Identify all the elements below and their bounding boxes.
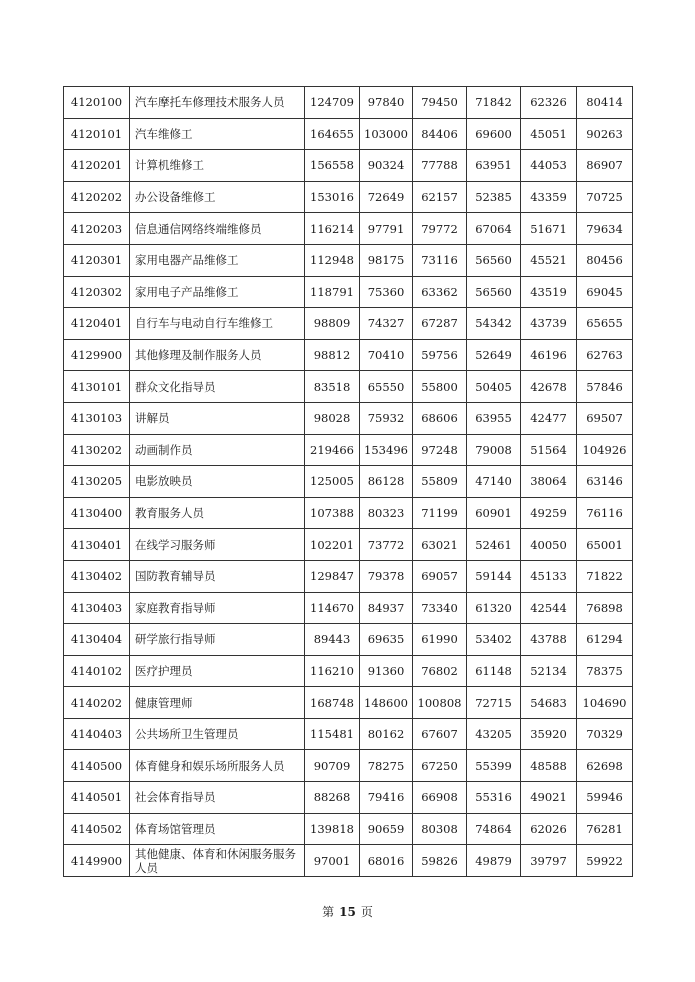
occupation-code-cell: 4130202: [64, 434, 130, 466]
salary-value-cell: 43205: [467, 718, 521, 750]
salary-value-cell: 52385: [467, 181, 521, 213]
occupation-name-cell: 汽车维修工: [130, 118, 305, 150]
occupation-code-cell: 4140403: [64, 718, 130, 750]
salary-value-cell: 153016: [305, 181, 360, 213]
salary-value-cell: 74864: [467, 813, 521, 845]
table-row: [64, 339, 633, 371]
salary-value-cell: 55316: [467, 782, 521, 814]
occupation-name-cell: 医疗护理员: [130, 655, 305, 687]
salary-value-cell: 73772: [360, 529, 413, 561]
salary-value-cell: 53402: [467, 624, 521, 656]
salary-value-cell: 90263: [577, 118, 633, 150]
salary-value-cell: 45133: [521, 560, 577, 592]
salary-value-cell: 148600: [360, 687, 413, 719]
salary-value-cell: 49879: [467, 845, 521, 877]
occupation-name-cell: 其他修理及制作服务人员: [130, 339, 305, 371]
salary-value-cell: 45051: [521, 118, 577, 150]
occupation-name-cell: 群众文化指导员: [130, 371, 305, 403]
salary-value-cell: 70410: [360, 339, 413, 371]
table-row: [64, 655, 633, 687]
salary-value-cell: 65001: [577, 529, 633, 561]
page-number: 15: [339, 905, 356, 919]
salary-value-cell: 72715: [467, 687, 521, 719]
occupation-name-cell: 办公设备维修工: [130, 181, 305, 213]
table-row: [64, 718, 633, 750]
salary-value-cell: 164655: [305, 118, 360, 150]
table-row: [64, 434, 633, 466]
table-row: [64, 624, 633, 656]
salary-value-cell: 51671: [521, 213, 577, 245]
salary-value-cell: 62763: [577, 339, 633, 371]
salary-value-cell: 49021: [521, 782, 577, 814]
footer-suffix: 页: [360, 905, 373, 919]
salary-value-cell: 60901: [467, 497, 521, 529]
salary-value-cell: 79378: [360, 560, 413, 592]
salary-value-cell: 89443: [305, 624, 360, 656]
occupation-code-cell: 4140500: [64, 750, 130, 782]
salary-value-cell: 71199: [413, 497, 467, 529]
salary-value-cell: 63146: [577, 466, 633, 498]
salary-value-cell: 73116: [413, 244, 467, 276]
salary-value-cell: 52134: [521, 655, 577, 687]
salary-value-cell: 66908: [413, 782, 467, 814]
occupation-code-cell: 4130101: [64, 371, 130, 403]
occupation-code-cell: 4130205: [64, 466, 130, 498]
salary-value-cell: 80308: [413, 813, 467, 845]
salary-value-cell: 219466: [305, 434, 360, 466]
salary-value-cell: 39797: [521, 845, 577, 877]
salary-value-cell: 62157: [413, 181, 467, 213]
salary-value-cell: 59946: [577, 782, 633, 814]
salary-value-cell: 115481: [305, 718, 360, 750]
salary-value-cell: 78375: [577, 655, 633, 687]
salary-value-cell: 61990: [413, 624, 467, 656]
salary-value-cell: 67064: [467, 213, 521, 245]
table-row: [64, 308, 633, 340]
salary-value-cell: 65655: [577, 308, 633, 340]
salary-value-cell: 98028: [305, 402, 360, 434]
salary-value-cell: 68606: [413, 402, 467, 434]
salary-value-cell: 69507: [577, 402, 633, 434]
salary-value-cell: 79008: [467, 434, 521, 466]
salary-value-cell: 78275: [360, 750, 413, 782]
salary-value-cell: 50405: [467, 371, 521, 403]
salary-value-cell: 43739: [521, 308, 577, 340]
occupation-code-cell: 4120202: [64, 181, 130, 213]
occupation-code-cell: 4120100: [64, 87, 130, 119]
salary-value-cell: 91360: [360, 655, 413, 687]
salary-value-cell: 114670: [305, 592, 360, 624]
occupation-name-cell: 公共场所卫生管理员: [130, 718, 305, 750]
table-row: [64, 150, 633, 182]
occupation-code-cell: 4120401: [64, 308, 130, 340]
table-row: [64, 813, 633, 845]
salary-value-cell: 76898: [577, 592, 633, 624]
occupation-code-cell: 4140501: [64, 782, 130, 814]
salary-value-cell: 62698: [577, 750, 633, 782]
salary-value-cell: 63955: [467, 402, 521, 434]
salary-value-cell: 42678: [521, 371, 577, 403]
occupation-code-cell: 4130402: [64, 560, 130, 592]
table-body: [64, 87, 633, 877]
salary-value-cell: 79634: [577, 213, 633, 245]
salary-value-cell: 56560: [467, 244, 521, 276]
salary-value-cell: 63021: [413, 529, 467, 561]
salary-value-cell: 70725: [577, 181, 633, 213]
salary-value-cell: 97001: [305, 845, 360, 877]
salary-value-cell: 72649: [360, 181, 413, 213]
salary-value-cell: 47140: [467, 466, 521, 498]
salary-value-cell: 44053: [521, 150, 577, 182]
salary-value-cell: 80414: [577, 87, 633, 119]
salary-value-cell: 124709: [305, 87, 360, 119]
salary-value-cell: 90659: [360, 813, 413, 845]
salary-value-cell: 43788: [521, 624, 577, 656]
salary-value-cell: 97248: [413, 434, 467, 466]
occupation-name-cell: 其他健康、体育和休闲服务服务人员: [130, 845, 305, 877]
salary-value-cell: 54683: [521, 687, 577, 719]
occupation-code-cell: 4130103: [64, 402, 130, 434]
occupation-name-cell: 体育健身和娱乐场所服务人员: [130, 750, 305, 782]
salary-value-cell: 76116: [577, 497, 633, 529]
salary-value-cell: 168748: [305, 687, 360, 719]
occupation-name-cell: 家用电子产品维修工: [130, 276, 305, 308]
occupation-code-cell: 4149900: [64, 845, 130, 877]
salary-value-cell: 73340: [413, 592, 467, 624]
salary-value-cell: 62026: [521, 813, 577, 845]
table-row: [64, 750, 633, 782]
salary-value-cell: 98809: [305, 308, 360, 340]
salary-value-cell: 79772: [413, 213, 467, 245]
salary-value-cell: 71842: [467, 87, 521, 119]
salary-value-cell: 51564: [521, 434, 577, 466]
salary-value-cell: 80456: [577, 244, 633, 276]
occupation-code-cell: 4130404: [64, 624, 130, 656]
salary-value-cell: 75360: [360, 276, 413, 308]
salary-value-cell: 59144: [467, 560, 521, 592]
occupation-code-cell: 4140502: [64, 813, 130, 845]
salary-value-cell: 49259: [521, 497, 577, 529]
salary-value-cell: 76802: [413, 655, 467, 687]
salary-value-cell: 35920: [521, 718, 577, 750]
salary-value-cell: 54342: [467, 308, 521, 340]
occupation-name-cell: 信息通信网络终端维修员: [130, 213, 305, 245]
table-row: [64, 782, 633, 814]
salary-value-cell: 77788: [413, 150, 467, 182]
salary-value-cell: 40050: [521, 529, 577, 561]
salary-value-cell: 86128: [360, 466, 413, 498]
salary-value-cell: 116214: [305, 213, 360, 245]
table-row: [64, 466, 633, 498]
occupation-code-cell: 4130400: [64, 497, 130, 529]
table-row: [64, 276, 633, 308]
salary-value-cell: 80323: [360, 497, 413, 529]
salary-value-cell: 69057: [413, 560, 467, 592]
table-row: [64, 560, 633, 592]
occupation-name-cell: 家用电器产品维修工: [130, 244, 305, 276]
salary-value-cell: 65550: [360, 371, 413, 403]
salary-value-cell: 118791: [305, 276, 360, 308]
occupation-name-cell: 国防教育辅导员: [130, 560, 305, 592]
salary-value-cell: 69045: [577, 276, 633, 308]
page-footer: [0, 903, 695, 920]
salary-value-cell: 139818: [305, 813, 360, 845]
salary-value-cell: 90324: [360, 150, 413, 182]
occupation-code-cell: 4129900: [64, 339, 130, 371]
salary-value-cell: 55800: [413, 371, 467, 403]
salary-value-cell: 71822: [577, 560, 633, 592]
salary-value-cell: 84937: [360, 592, 413, 624]
salary-value-cell: 84406: [413, 118, 467, 150]
salary-value-cell: 52649: [467, 339, 521, 371]
salary-value-cell: 153496: [360, 434, 413, 466]
occupation-code-cell: 4120101: [64, 118, 130, 150]
salary-value-cell: 75932: [360, 402, 413, 434]
salary-value-cell: 59756: [413, 339, 467, 371]
table-row: [64, 244, 633, 276]
salary-value-cell: 42544: [521, 592, 577, 624]
occupation-name-cell: 动画制作员: [130, 434, 305, 466]
occupation-code-cell: 4120201: [64, 150, 130, 182]
salary-value-cell: 56560: [467, 276, 521, 308]
table-row: [64, 687, 633, 719]
salary-value-cell: 83518: [305, 371, 360, 403]
salary-value-cell: 80162: [360, 718, 413, 750]
occupation-name-cell: 家庭教育指导师: [130, 592, 305, 624]
occupation-name-cell: 计算机维修工: [130, 150, 305, 182]
salary-value-cell: 61294: [577, 624, 633, 656]
salary-value-cell: 52461: [467, 529, 521, 561]
salary-value-cell: 42477: [521, 402, 577, 434]
salary-value-cell: 48588: [521, 750, 577, 782]
salary-value-cell: 79450: [413, 87, 467, 119]
salary-value-cell: 97791: [360, 213, 413, 245]
table-row: [64, 592, 633, 624]
occupation-name-cell: 教育服务人员: [130, 497, 305, 529]
footer-prefix: 第: [322, 905, 335, 919]
salary-value-cell: 69600: [467, 118, 521, 150]
salary-table: [63, 86, 633, 877]
salary-value-cell: 104690: [577, 687, 633, 719]
occupation-name-cell: 体育场馆管理员: [130, 813, 305, 845]
salary-value-cell: 98175: [360, 244, 413, 276]
salary-value-cell: 59826: [413, 845, 467, 877]
salary-value-cell: 103000: [360, 118, 413, 150]
salary-value-cell: 156558: [305, 150, 360, 182]
table-row: [64, 497, 633, 529]
table-row: [64, 118, 633, 150]
salary-value-cell: 98812: [305, 339, 360, 371]
salary-value-cell: 76281: [577, 813, 633, 845]
salary-value-cell: 79416: [360, 782, 413, 814]
salary-value-cell: 45521: [521, 244, 577, 276]
salary-value-cell: 43519: [521, 276, 577, 308]
occupation-code-cell: 4140202: [64, 687, 130, 719]
salary-value-cell: 90709: [305, 750, 360, 782]
salary-value-cell: 55399: [467, 750, 521, 782]
salary-value-cell: 55809: [413, 466, 467, 498]
salary-value-cell: 46196: [521, 339, 577, 371]
salary-value-cell: 43359: [521, 181, 577, 213]
salary-value-cell: 38064: [521, 466, 577, 498]
occupation-name-cell: 汽车摩托车修理技术服务人员: [130, 87, 305, 119]
salary-value-cell: 69635: [360, 624, 413, 656]
salary-value-cell: 61320: [467, 592, 521, 624]
occupation-name-cell: 研学旅行指导师: [130, 624, 305, 656]
salary-value-cell: 97840: [360, 87, 413, 119]
salary-value-cell: 116210: [305, 655, 360, 687]
salary-value-cell: 104926: [577, 434, 633, 466]
salary-value-cell: 67250: [413, 750, 467, 782]
occupation-name-cell: 自行车与电动自行车维修工: [130, 308, 305, 340]
table-row: [64, 845, 633, 877]
salary-value-cell: 61148: [467, 655, 521, 687]
salary-value-cell: 100808: [413, 687, 467, 719]
table-row: [64, 402, 633, 434]
table-row: [64, 529, 633, 561]
salary-value-cell: 59922: [577, 845, 633, 877]
occupation-code-cell: 4140102: [64, 655, 130, 687]
occupation-name-cell: 电影放映员: [130, 466, 305, 498]
occupation-code-cell: 4130403: [64, 592, 130, 624]
salary-value-cell: 125005: [305, 466, 360, 498]
occupation-code-cell: 4120302: [64, 276, 130, 308]
table-row: [64, 181, 633, 213]
salary-value-cell: 86907: [577, 150, 633, 182]
occupation-code-cell: 4120301: [64, 244, 130, 276]
salary-value-cell: 74327: [360, 308, 413, 340]
salary-value-cell: 67287: [413, 308, 467, 340]
table-row: [64, 213, 633, 245]
salary-value-cell: 67607: [413, 718, 467, 750]
salary-value-cell: 63362: [413, 276, 467, 308]
occupation-name-cell: 健康管理师: [130, 687, 305, 719]
salary-value-cell: 68016: [360, 845, 413, 877]
salary-value-cell: 62326: [521, 87, 577, 119]
salary-value-cell: 112948: [305, 244, 360, 276]
occupation-name-cell: 社会体育指导员: [130, 782, 305, 814]
salary-value-cell: 129847: [305, 560, 360, 592]
occupation-code-cell: 4120203: [64, 213, 130, 245]
salary-value-cell: 63951: [467, 150, 521, 182]
salary-value-cell: 107388: [305, 497, 360, 529]
salary-value-cell: 102201: [305, 529, 360, 561]
salary-value-cell: 70329: [577, 718, 633, 750]
occupation-code-cell: 4130401: [64, 529, 130, 561]
table-row: [64, 371, 633, 403]
occupation-name-cell: 讲解员: [130, 402, 305, 434]
table-row: [64, 87, 633, 119]
salary-value-cell: 57846: [577, 371, 633, 403]
occupation-name-cell: 在线学习服务师: [130, 529, 305, 561]
salary-value-cell: 88268: [305, 782, 360, 814]
